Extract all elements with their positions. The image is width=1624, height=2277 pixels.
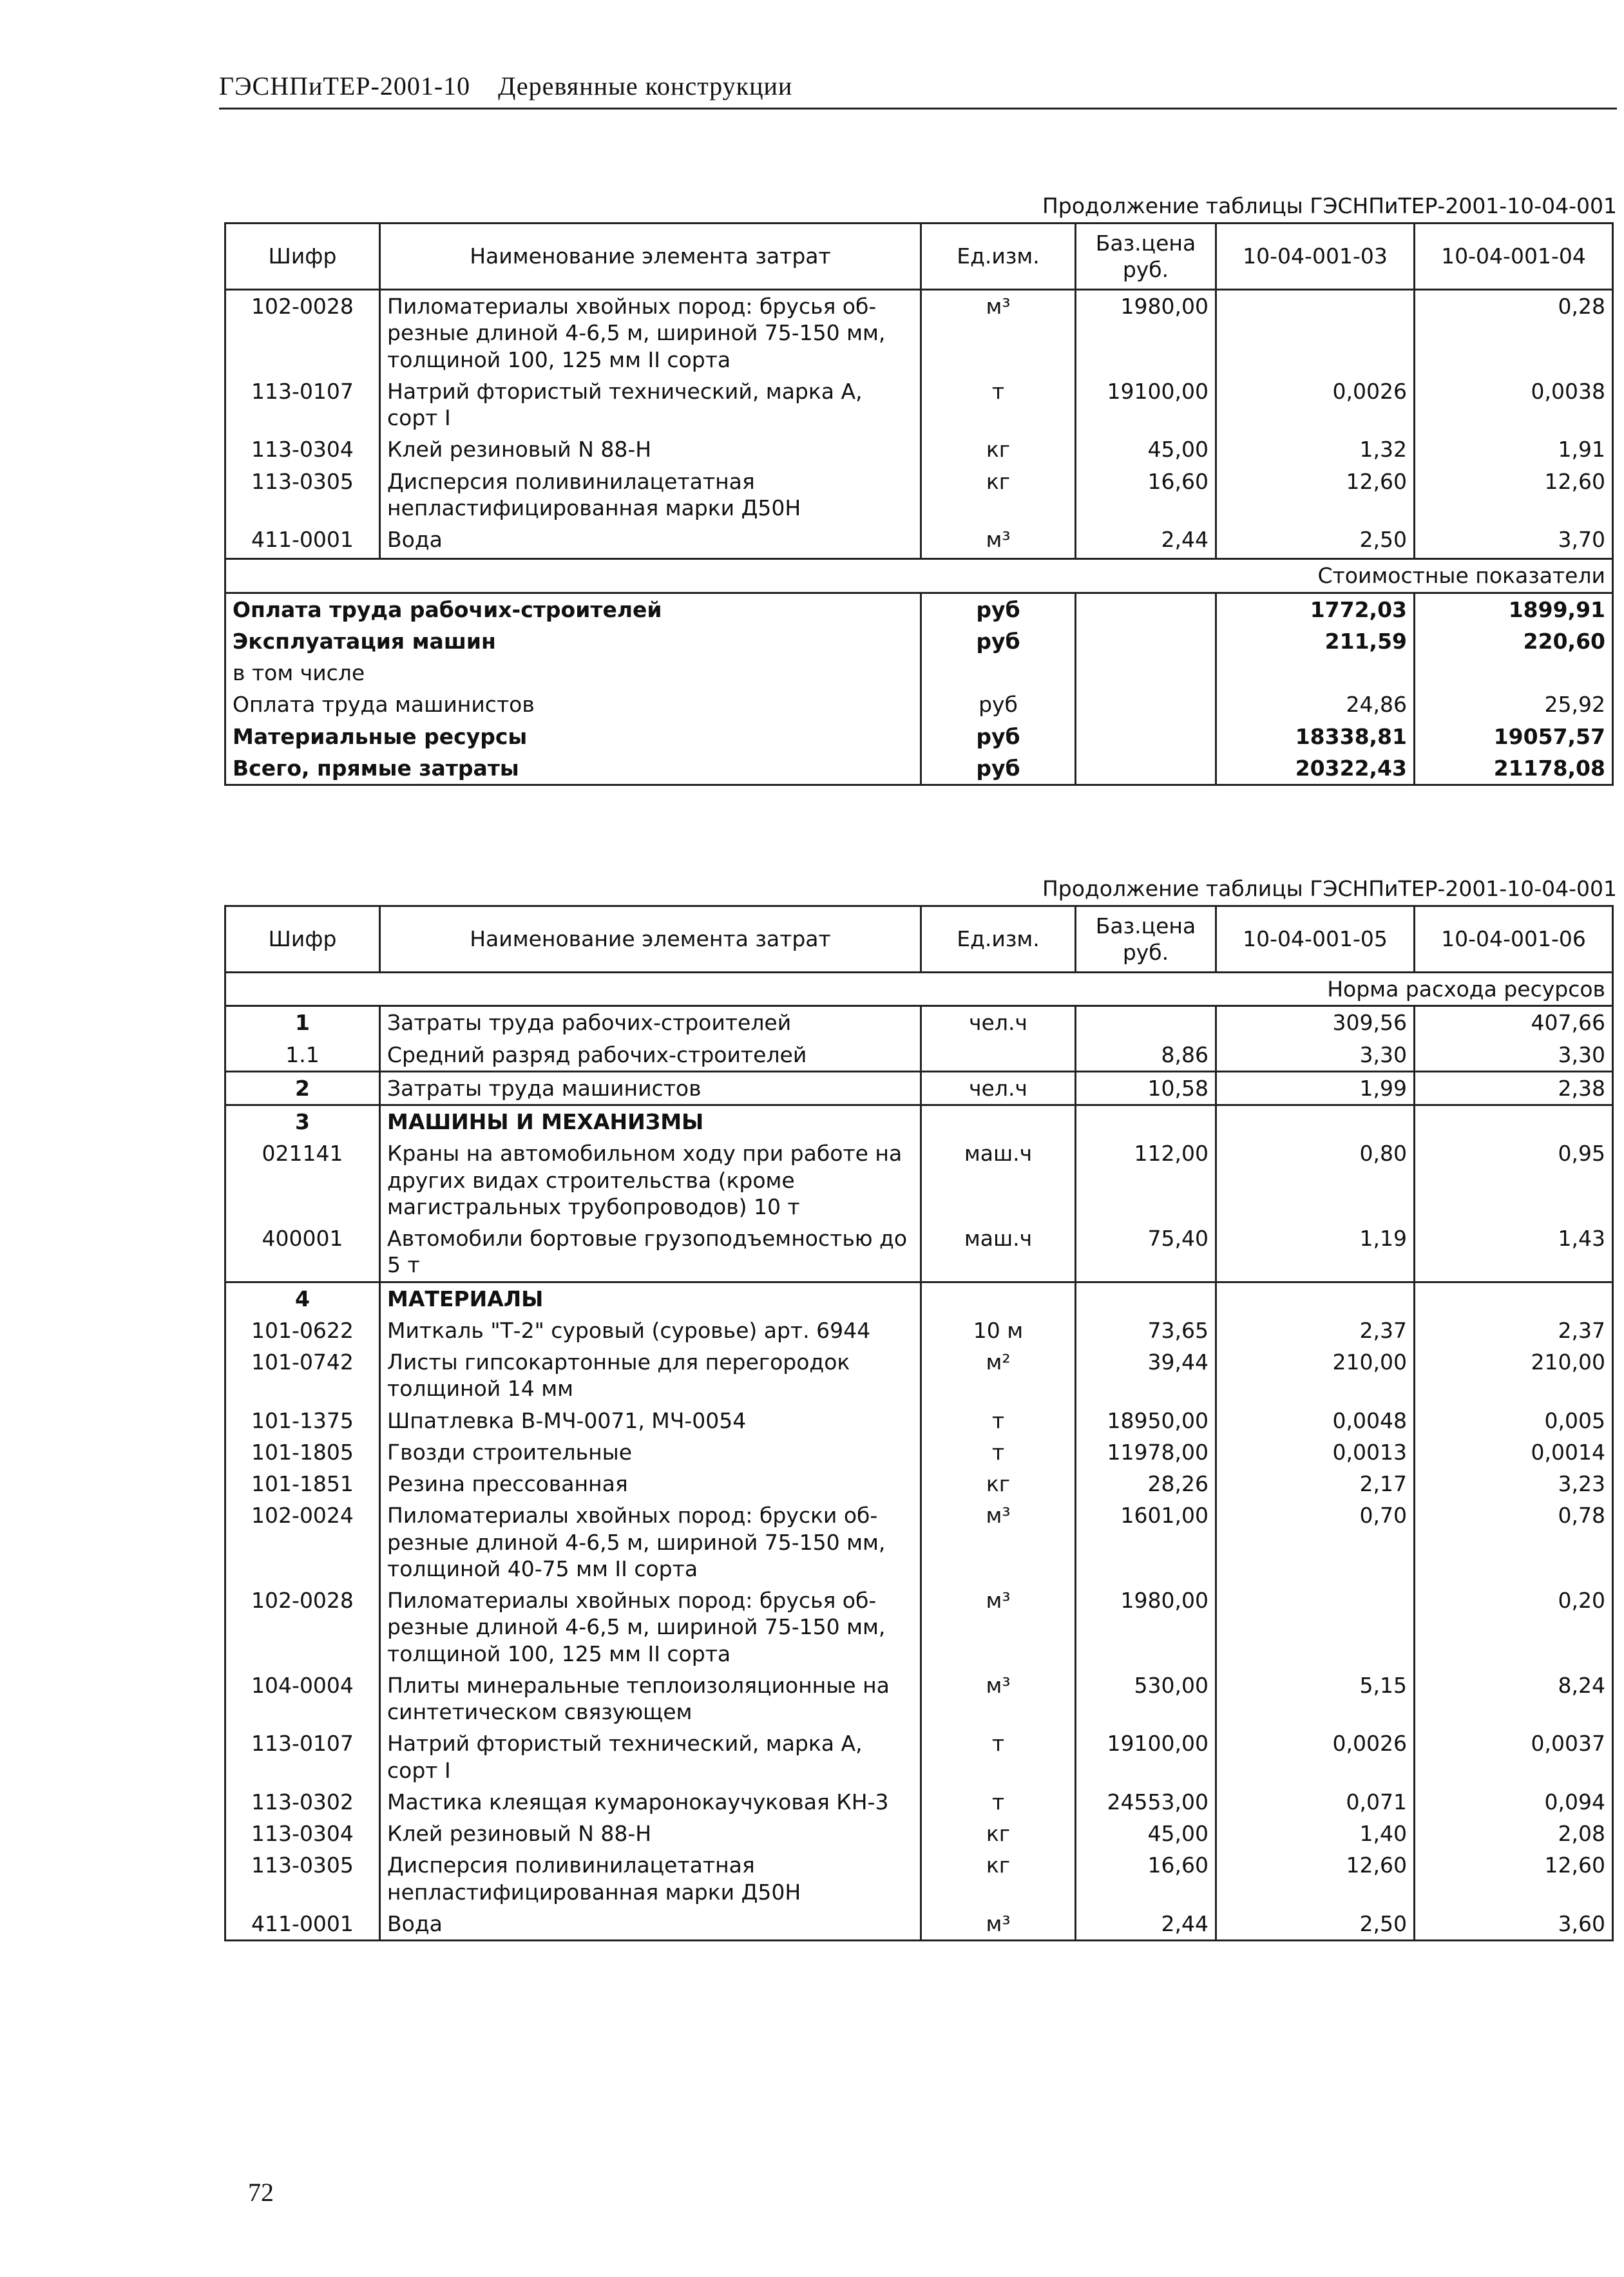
norm-section-row — [225, 973, 1613, 1006]
row-unit: маш.ч — [921, 1223, 1076, 1282]
row-name: Плиты минеральные теплоизоляционные на синтетическом связующем — [380, 1670, 921, 1728]
table-row — [225, 1468, 1613, 1500]
table-row — [225, 466, 1613, 524]
row-name: Клей резиновый N 88-Н — [380, 1818, 921, 1849]
cost-row — [225, 657, 1613, 689]
row-code: 113-0305 — [225, 466, 380, 524]
row-code: 101-1375 — [225, 1405, 380, 1436]
row-unit: м³ — [921, 1585, 1076, 1670]
table2-body — [225, 973, 1613, 1941]
row-price: 24553,00 — [1076, 1786, 1216, 1818]
table2-caption: Продолжение таблицы ГЭСНПиТЕР-2001-10-04-001 — [1042, 876, 1617, 901]
row-unit: кг — [921, 1818, 1076, 1849]
row-unit — [921, 1039, 1076, 1072]
row-value-1 — [1216, 1282, 1415, 1315]
table-row — [225, 1039, 1613, 1072]
row-price: 28,26 — [1076, 1468, 1216, 1500]
row-price — [1076, 1006, 1216, 1039]
row-unit: 10 м — [921, 1315, 1076, 1346]
row-value-2: 3,60 — [1415, 1908, 1613, 1941]
header-unit: Ед.изм. — [921, 224, 1076, 290]
norm-section-label: Норма расхода ресурсов — [225, 973, 1613, 1006]
cost-row — [225, 721, 1613, 752]
row-unit: м³ — [921, 1500, 1076, 1585]
row-price: 1980,00 — [1076, 1585, 1216, 1670]
row-code: 101-1851 — [225, 1468, 380, 1500]
table-row — [225, 1138, 1613, 1223]
row-code: 101-1805 — [225, 1436, 380, 1468]
row-price: 19100,00 — [1076, 376, 1216, 434]
row-price: 16,60 — [1076, 466, 1216, 524]
row-value-2: 0,28 — [1415, 290, 1613, 376]
row-price: 73,65 — [1076, 1315, 1216, 1346]
cost-unit: руб — [921, 689, 1076, 720]
cost-value-1: 211,59 — [1216, 625, 1415, 657]
row-price: 1980,00 — [1076, 290, 1216, 376]
row-unit: кг — [921, 1468, 1076, 1500]
row-value-2: 2,38 — [1415, 1071, 1613, 1105]
table-row — [225, 1670, 1613, 1728]
row-value-1: 0,70 — [1216, 1500, 1415, 1585]
row-value-1 — [1216, 1105, 1415, 1138]
document-title: Деревянные конструкции — [498, 71, 793, 100]
row-value-2: 8,24 — [1415, 1670, 1613, 1728]
cost-value-2: 25,92 — [1415, 689, 1613, 720]
document-code: ГЭСНПиТЕР-2001-10 — [219, 71, 471, 100]
row-value-1: 1,32 — [1216, 433, 1415, 465]
resource-table-2 — [224, 905, 1614, 1941]
cost-row — [225, 593, 1613, 625]
cost-price — [1076, 721, 1216, 752]
cost-price — [1076, 752, 1216, 785]
row-unit: м³ — [921, 290, 1076, 376]
row-name: Резина прессованная — [380, 1468, 921, 1500]
header-unit: Ед.изм. — [921, 906, 1076, 973]
row-price — [1076, 1282, 1216, 1315]
row-unit: т — [921, 376, 1076, 434]
table1-header-row — [225, 224, 1613, 290]
row-price: 530,00 — [1076, 1670, 1216, 1728]
row-value-1 — [1216, 290, 1415, 376]
row-code: 113-0304 — [225, 433, 380, 465]
row-name: Гвозди строительные — [380, 1436, 921, 1468]
table-row — [225, 1786, 1613, 1818]
cost-price — [1076, 593, 1216, 625]
row-value-2: 3,30 — [1415, 1039, 1613, 1072]
header-col5: 10-04-001-05 — [1216, 906, 1415, 973]
row-value-1: 309,56 — [1216, 1006, 1415, 1039]
table-row — [225, 1500, 1613, 1585]
cost-label: в том числе — [225, 657, 921, 689]
row-unit — [921, 1105, 1076, 1138]
cost-label: Оплата труда машинистов — [225, 689, 921, 720]
row-code: 113-0304 — [225, 1818, 380, 1849]
row-value-2: 0,20 — [1415, 1585, 1613, 1670]
cost-value-2: 21178,08 — [1415, 752, 1613, 785]
row-price — [1076, 1105, 1216, 1138]
cost-unit: руб — [921, 625, 1076, 657]
row-name: Вода — [380, 1908, 921, 1941]
row-price: 1601,00 — [1076, 1500, 1216, 1585]
row-value-1: 2,17 — [1216, 1468, 1415, 1500]
row-value-1: 2,37 — [1216, 1315, 1415, 1346]
row-value-2: 12,60 — [1415, 466, 1613, 524]
row-value-1: 0,0013 — [1216, 1436, 1415, 1468]
page-number: 72 — [248, 2178, 274, 2207]
row-name: Шпатлевка В-МЧ-0071, МЧ-0054 — [380, 1405, 921, 1436]
row-code: 4 — [225, 1282, 380, 1315]
row-price: 39,44 — [1076, 1346, 1216, 1405]
row-unit: т — [921, 1786, 1076, 1818]
table-row — [225, 433, 1613, 465]
running-head — [219, 71, 1617, 110]
cost-label: Всего, прямые затраты — [225, 752, 921, 785]
header-code: Шифр — [225, 906, 380, 973]
row-code: 3 — [225, 1105, 380, 1138]
cost-row — [225, 689, 1613, 720]
row-value-2: 3,23 — [1415, 1468, 1613, 1500]
row-code: 101-0742 — [225, 1346, 380, 1405]
row-value-1: 1,19 — [1216, 1223, 1415, 1282]
table-row — [225, 1346, 1613, 1405]
row-code: 102-0028 — [225, 1585, 380, 1670]
row-name: Натрий фтористый технический, марка А, сорт I — [380, 376, 921, 434]
row-name: Автомобили бортовые грузоподъемностью до 5 т — [380, 1223, 921, 1282]
row-price: 10,58 — [1076, 1071, 1216, 1105]
table-row — [225, 1071, 1613, 1105]
row-name: Дисперсия поливинилацетатная непластифицированная марки Д50Н — [380, 1849, 921, 1908]
row-value-1: 210,00 — [1216, 1346, 1415, 1405]
row-name: МАТЕРИАЛЫ — [380, 1282, 921, 1315]
cost-unit: руб — [921, 721, 1076, 752]
row-code: 102-0028 — [225, 290, 380, 376]
cost-price — [1076, 625, 1216, 657]
row-value-1: 12,60 — [1216, 466, 1415, 524]
table-row — [225, 1849, 1613, 1908]
table1-caption: Продолжение таблицы ГЭСНПиТЕР-2001-10-04-001 — [1042, 193, 1617, 218]
row-price: 45,00 — [1076, 433, 1216, 465]
row-code: 101-0622 — [225, 1315, 380, 1346]
row-code: 113-0107 — [225, 376, 380, 434]
row-unit: маш.ч — [921, 1138, 1076, 1223]
row-code: 400001 — [225, 1223, 380, 1282]
row-value-2: 2,37 — [1415, 1315, 1613, 1346]
row-unit: т — [921, 1436, 1076, 1468]
row-value-2: 0,094 — [1415, 1786, 1613, 1818]
table-row — [225, 1818, 1613, 1849]
row-value-2: 0,95 — [1415, 1138, 1613, 1223]
cost-value-2: 19057,57 — [1415, 721, 1613, 752]
row-name: Листы гипсокартонные для перегородок толщиной 14 мм — [380, 1346, 921, 1405]
table-row — [225, 1436, 1613, 1468]
cost-unit — [921, 657, 1076, 689]
header-name: Наименование элемента затрат — [380, 906, 921, 973]
row-name: Пиломатериалы хвойных пород: брусья об-резные длиной 4-6,5 м, шириной 75-150 мм, толщиной 100, 125 мм II сорта — [380, 1585, 921, 1670]
row-price: 18950,00 — [1076, 1405, 1216, 1436]
header-name: Наименование элемента затрат — [380, 224, 921, 290]
row-value-1: 2,50 — [1216, 524, 1415, 559]
row-price: 2,44 — [1076, 524, 1216, 559]
row-name: Затраты труда рабочих-строителей — [380, 1006, 921, 1039]
row-name: Затраты труда машинистов — [380, 1071, 921, 1105]
row-value-2: 0,78 — [1415, 1500, 1613, 1585]
table-row — [225, 524, 1613, 559]
cost-value-2 — [1415, 657, 1613, 689]
row-unit: кг — [921, 433, 1076, 465]
cost-value-1: 1772,03 — [1216, 593, 1415, 625]
row-value-2: 12,60 — [1415, 1849, 1613, 1908]
row-code: 021141 — [225, 1138, 380, 1223]
cost-price — [1076, 657, 1216, 689]
row-value-1: 0,0026 — [1216, 376, 1415, 434]
row-price: 112,00 — [1076, 1138, 1216, 1223]
cost-unit: руб — [921, 752, 1076, 785]
cost-value-1: 20322,43 — [1216, 752, 1415, 785]
cost-value-1: 18338,81 — [1216, 721, 1415, 752]
row-price: 19100,00 — [1076, 1728, 1216, 1786]
row-price: 16,60 — [1076, 1849, 1216, 1908]
row-value-2: 0,005 — [1415, 1405, 1613, 1436]
header-col6: 10-04-001-04 — [1415, 224, 1613, 290]
row-value-1: 12,60 — [1216, 1849, 1415, 1908]
row-unit: м³ — [921, 1670, 1076, 1728]
cost-value-2: 220,60 — [1415, 625, 1613, 657]
row-value-2: 0,0037 — [1415, 1728, 1613, 1786]
row-name: Мастика клеящая кумаронокаучуковая КН-3 — [380, 1786, 921, 1818]
table-row — [225, 1908, 1613, 1941]
row-name: Дисперсия поливинилацетатная непластифицированная марки Д50Н — [380, 466, 921, 524]
cost-value-1: 24,86 — [1216, 689, 1415, 720]
row-code: 104-0004 — [225, 1670, 380, 1728]
header-price: Баз.цена руб. — [1076, 224, 1216, 290]
row-name: Вода — [380, 524, 921, 559]
row-value-1 — [1216, 1585, 1415, 1670]
row-value-1: 1,40 — [1216, 1818, 1415, 1849]
row-value-2: 2,08 — [1415, 1818, 1613, 1849]
row-unit: т — [921, 1728, 1076, 1786]
row-unit: м² — [921, 1346, 1076, 1405]
row-unit: чел.ч — [921, 1006, 1076, 1039]
row-code: 411-0001 — [225, 1908, 380, 1941]
table-row — [225, 1105, 1613, 1138]
cost-value-2: 1899,91 — [1415, 593, 1613, 625]
row-value-2: 0,0038 — [1415, 376, 1613, 434]
table-row — [225, 1282, 1613, 1315]
row-unit: м³ — [921, 524, 1076, 559]
row-value-1: 5,15 — [1216, 1670, 1415, 1728]
cost-label: Оплата труда рабочих-строителей — [225, 593, 921, 625]
row-name: Пиломатериалы хвойных пород: брусья об-резные длиной 4-6,5 м, шириной 75-150 мм, толщиной 100, 125 мм II сорта — [380, 290, 921, 376]
header-col6: 10-04-001-06 — [1415, 906, 1613, 973]
cost-section-label: Стоимостные показатели — [225, 559, 1613, 593]
row-price: 75,40 — [1076, 1223, 1216, 1282]
table-row — [225, 1006, 1613, 1039]
header-col5: 10-04-001-03 — [1216, 224, 1415, 290]
cost-label: Эксплуатация машин — [225, 625, 921, 657]
table2-header-row — [225, 906, 1613, 973]
row-value-1: 1,99 — [1216, 1071, 1415, 1105]
row-value-2: 3,70 — [1415, 524, 1613, 559]
row-unit: т — [921, 1405, 1076, 1436]
row-name: Краны на автомобильном ходу при работе на других видах строительства (кроме магистральных трубопроводов) 10 т — [380, 1138, 921, 1223]
row-price: 8,86 — [1076, 1039, 1216, 1072]
row-value-2 — [1415, 1105, 1613, 1138]
row-value-1: 0,80 — [1216, 1138, 1415, 1223]
cost-value-1 — [1216, 657, 1415, 689]
row-value-2: 1,43 — [1415, 1223, 1613, 1282]
row-name: МАШИНЫ И МЕХАНИЗМЫ — [380, 1105, 921, 1138]
row-value-2 — [1415, 1282, 1613, 1315]
row-code: 2 — [225, 1071, 380, 1105]
row-code: 113-0305 — [225, 1849, 380, 1908]
table-row — [225, 1223, 1613, 1282]
row-value-1: 3,30 — [1216, 1039, 1415, 1072]
row-value-2: 1,91 — [1415, 433, 1613, 465]
row-value-1: 0,0026 — [1216, 1728, 1415, 1786]
row-code: 411-0001 — [225, 524, 380, 559]
cost-section-row — [225, 559, 1613, 593]
resource-table-1 — [224, 222, 1614, 786]
row-code: 113-0302 — [225, 1786, 380, 1818]
row-name: Средний разряд рабочих-строителей — [380, 1039, 921, 1072]
table-row — [225, 1585, 1613, 1670]
row-code: 1.1 — [225, 1039, 380, 1072]
row-value-2: 407,66 — [1415, 1006, 1613, 1039]
row-unit: м³ — [921, 1908, 1076, 1941]
row-code: 102-0024 — [225, 1500, 380, 1585]
cost-row — [225, 752, 1613, 785]
row-name: Пиломатериалы хвойных пород: бруски об-резные длиной 4-6,5 м, шириной 75-150 мм, толщиной 40-75 мм II сорта — [380, 1500, 921, 1585]
row-code: 113-0107 — [225, 1728, 380, 1786]
row-value-1: 2,50 — [1216, 1908, 1415, 1941]
row-name: Клей резиновый N 88-Н — [380, 433, 921, 465]
cost-unit: руб — [921, 593, 1076, 625]
row-value-2: 0,0014 — [1415, 1436, 1613, 1468]
table-row — [225, 1315, 1613, 1346]
cost-price — [1076, 689, 1216, 720]
row-value-1: 0,0048 — [1216, 1405, 1415, 1436]
row-unit: чел.ч — [921, 1071, 1076, 1105]
row-price: 11978,00 — [1076, 1436, 1216, 1468]
table1-body — [225, 290, 1613, 785]
row-price: 45,00 — [1076, 1818, 1216, 1849]
cost-row — [225, 625, 1613, 657]
header-price: Баз.цена руб. — [1076, 906, 1216, 973]
row-code: 1 — [225, 1006, 380, 1039]
header-code: Шифр — [225, 224, 380, 290]
cost-label: Материальные ресурсы — [225, 721, 921, 752]
table-row — [225, 290, 1613, 376]
row-name: Миткаль "Т-2" суровый (суровье) арт. 6944 — [380, 1315, 921, 1346]
row-name: Натрий фтористый технический, марка А, сорт I — [380, 1728, 921, 1786]
table-row — [225, 1728, 1613, 1786]
table-row — [225, 376, 1613, 434]
row-unit — [921, 1282, 1076, 1315]
row-unit: кг — [921, 1849, 1076, 1908]
table-row — [225, 1405, 1613, 1436]
row-value-2: 210,00 — [1415, 1346, 1613, 1405]
row-price: 2,44 — [1076, 1908, 1216, 1941]
row-value-1: 0,071 — [1216, 1786, 1415, 1818]
row-unit: кг — [921, 466, 1076, 524]
